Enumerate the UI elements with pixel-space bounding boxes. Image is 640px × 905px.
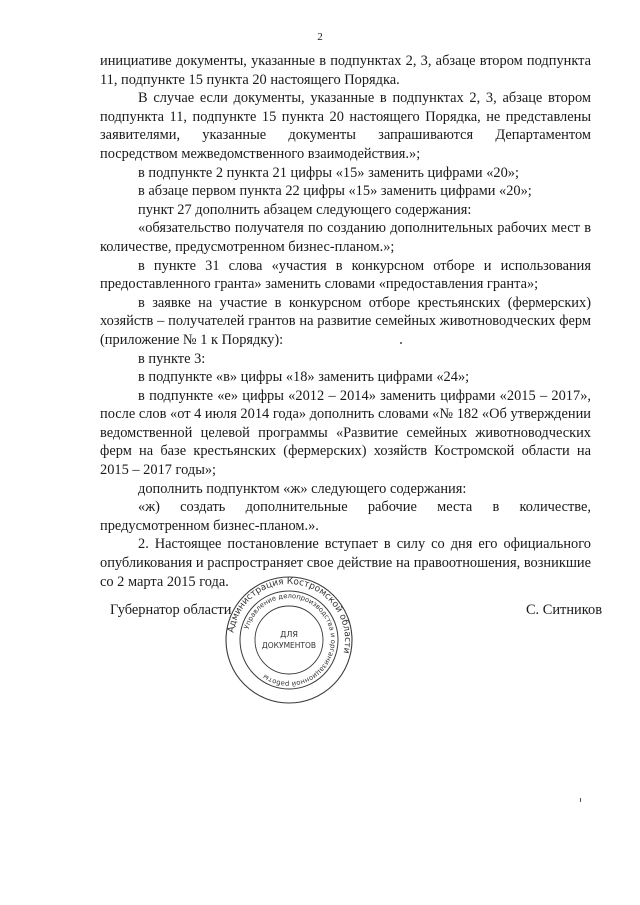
signatory-name: С. Ситников bbox=[525, 602, 602, 618]
stamp-center-line-1: ДЛЯ bbox=[280, 630, 298, 639]
stamp-inner-ring bbox=[255, 606, 323, 674]
paragraph: в пункте 31 слова «участия в конкурсном отборе и использования предоставленного гранта» заменить словами «предоставления гранта»; bbox=[100, 257, 591, 293]
document-body bbox=[100, 52, 591, 591]
paragraph: В случае если документы, указанные в подпунктах 2, 3, абзаце втором подпункта 11, подпункте 15 пункта 20 настоящего Порядка, не представлены заявителями, указанные документы запрашиваются Департаментом посредством межведомственного взаимодействия.»; bbox=[100, 90, 591, 162]
speck-mark bbox=[400, 342, 402, 344]
speck-mark bbox=[580, 798, 581, 802]
paragraph: инициативе документы, указанные в подпунктах 2, 3, абзаце втором подпункта 11, подпункте 15 пункта 20 настоящего Порядка. bbox=[100, 53, 591, 88]
page-number: 2 bbox=[317, 31, 323, 43]
paragraph: 2. Настоящее постановление вступает в силу со дня его официального опубликования и распространяет свое действие на правоотношения, возникшие со 2 марта 2015 года. bbox=[100, 536, 591, 590]
paragraph: «ж) создать дополнительные рабочие места в количестве, предусмотренном бизнес-планом.». bbox=[100, 499, 591, 534]
paragraph: в подпункте «е» цифры «2012 – 2014» заменить цифрами «2015 – 2017», после слов «от 4 июля 2014 года» дополнить словами «№ 182 «Об утверждении ведомственной целевой программы «Развитие семейных животноводческих ферм на базе крестьянских (фермерских) хозяйств Костромской области на 2015 – 2017 годы»; bbox=[100, 387, 591, 479]
paragraph: в заявке на участие в конкурсном отборе крестьянских (фермерских) хозяйств – получателей грантов на развитие семейных животноводческих ферм (приложение № 1 к Порядку): bbox=[100, 294, 591, 348]
official-stamp bbox=[224, 575, 354, 705]
paragraph: пункт 27 дополнить абзацем следующего содержания: bbox=[138, 201, 472, 218]
paragraph: дополнить подпунктом «ж» следующего содержания: bbox=[138, 480, 467, 497]
signatory-position: Губернатор области bbox=[110, 602, 232, 618]
paragraph: в абзаце первом пункта 22 цифры «15» заменить цифрами «20»; bbox=[138, 183, 532, 200]
paragraph: в подпункте 2 пункта 21 цифры «15» заменить цифрами «20»; bbox=[138, 164, 519, 181]
paragraph: «обязательство получателя по созданию дополнительных рабочих мест в количестве, предусмотренном бизнес-планом.»; bbox=[100, 220, 591, 255]
stamp-center-line-2: ДОКУМЕНТОВ bbox=[261, 641, 317, 650]
stamp-outer-text: Администрация Костромской области bbox=[226, 576, 353, 655]
paragraph: в подпункте «в» цифры «18» заменить цифрами «24»; bbox=[138, 369, 470, 386]
stamp-inner-text: Управление делопроизводства и организационной работы bbox=[242, 591, 338, 689]
paragraph: в пункте 3: bbox=[138, 350, 206, 367]
